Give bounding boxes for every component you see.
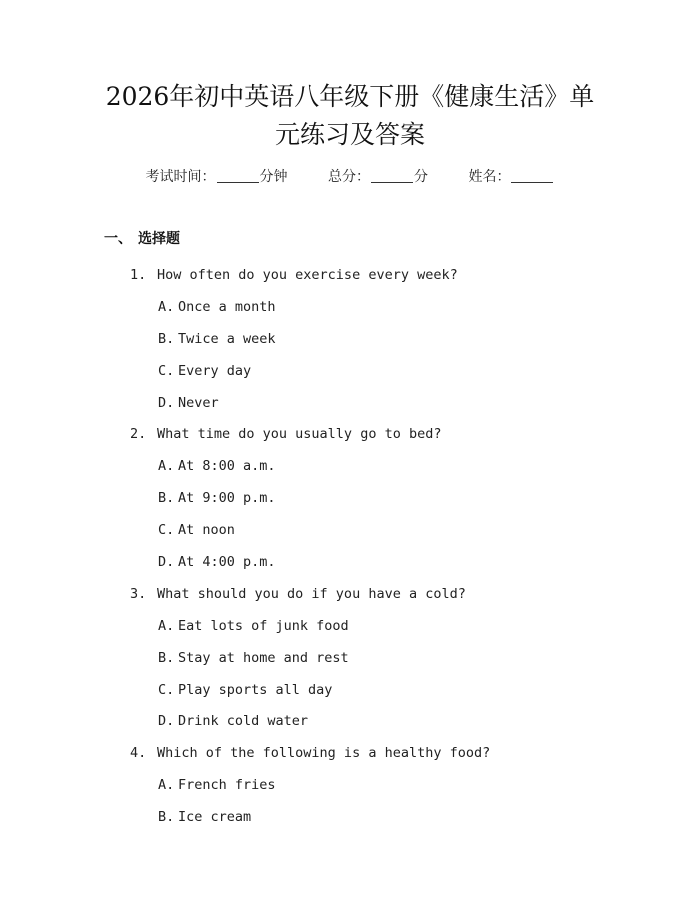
exam-time: [146, 167, 288, 187]
option-3-b: [0, 642, 700, 674]
document-title: [60, 78, 640, 154]
option-text: At 9:00 p.m.: [178, 490, 276, 507]
option-text: Drink cold water: [178, 713, 309, 730]
option-letter: B.: [158, 490, 175, 507]
option-2-a: [0, 450, 700, 482]
question-number: 1.: [130, 266, 147, 283]
option-3-a: [0, 610, 700, 642]
option-text: At 4:00 p.m.: [178, 553, 276, 570]
total-score-blank: [371, 168, 413, 183]
question-4: [0, 737, 700, 769]
question-number: 3.: [130, 585, 147, 602]
exam-time-label: 考试时间：: [145, 169, 216, 185]
option-text: Stay at home and rest: [178, 649, 349, 666]
exam-time-blank: [217, 168, 259, 183]
question-number: 2.: [130, 426, 147, 443]
option-letter: B.: [158, 330, 175, 347]
option-text: Play sports all day: [178, 681, 333, 698]
option-letter: D.: [158, 394, 175, 411]
question-text: What should you do if you have a cold?: [157, 585, 466, 602]
option-4-b: [0, 801, 700, 833]
option-2-d: [0, 546, 700, 578]
student-name-blank: [511, 168, 553, 183]
option-letter: A.: [158, 298, 175, 315]
question-3: [0, 578, 700, 610]
exam-time-unit: 分钟: [259, 169, 288, 185]
option-text: Eat lots of junk food: [178, 617, 349, 634]
option-letter: B.: [158, 809, 175, 826]
option-text: Once a month: [178, 298, 276, 315]
option-letter: D.: [158, 713, 175, 730]
option-letter: B.: [158, 649, 175, 666]
option-3-d: [0, 705, 700, 737]
title-line-2: 元练习及答案: [274, 120, 425, 149]
option-letter: D.: [158, 553, 175, 570]
question-text: What time do you usually go to bed?: [157, 426, 442, 443]
exam-meta: [0, 167, 700, 187]
option-3-c: [0, 674, 700, 706]
option-text: At 8:00 a.m.: [178, 458, 276, 475]
option-text: Twice a week: [178, 330, 276, 347]
section-title: 选择题: [138, 231, 180, 247]
question-2: [0, 418, 700, 450]
option-1-c: [0, 355, 700, 387]
option-2-c: [0, 514, 700, 546]
student-name-label: 姓名：: [468, 169, 511, 185]
question-text: How often do you exercise every week?: [157, 266, 458, 283]
option-1-a: [0, 291, 700, 323]
question-1: [0, 259, 700, 291]
total-score-unit: 分: [414, 169, 428, 185]
option-letter: A.: [158, 458, 175, 475]
total-score-label: 总分：: [328, 169, 370, 185]
question-text: Which of the following is a healthy food?: [157, 745, 491, 762]
section-number: 一、: [104, 231, 132, 247]
option-text: At noon: [178, 522, 235, 539]
option-1-b: [0, 323, 700, 355]
total-score: [328, 167, 428, 187]
option-text: Ice cream: [178, 809, 252, 826]
option-letter: C.: [158, 681, 175, 698]
question-number: 4.: [130, 745, 147, 762]
title-line-1: 2026年初中英语八年级下册《健康生活》单: [105, 82, 595, 111]
option-text: Every day: [178, 362, 252, 379]
option-2-b: [0, 482, 700, 514]
option-text: French fries: [178, 777, 276, 794]
question-list: [0, 259, 700, 833]
option-letter: C.: [158, 522, 175, 539]
option-letter: A.: [158, 777, 175, 794]
option-letter: C.: [158, 362, 175, 379]
option-1-d: [0, 387, 700, 419]
option-letter: A.: [158, 617, 175, 634]
section-heading: [104, 229, 180, 249]
option-text: Never: [178, 394, 219, 411]
option-4-a: [0, 769, 700, 801]
student-name: [468, 167, 554, 187]
